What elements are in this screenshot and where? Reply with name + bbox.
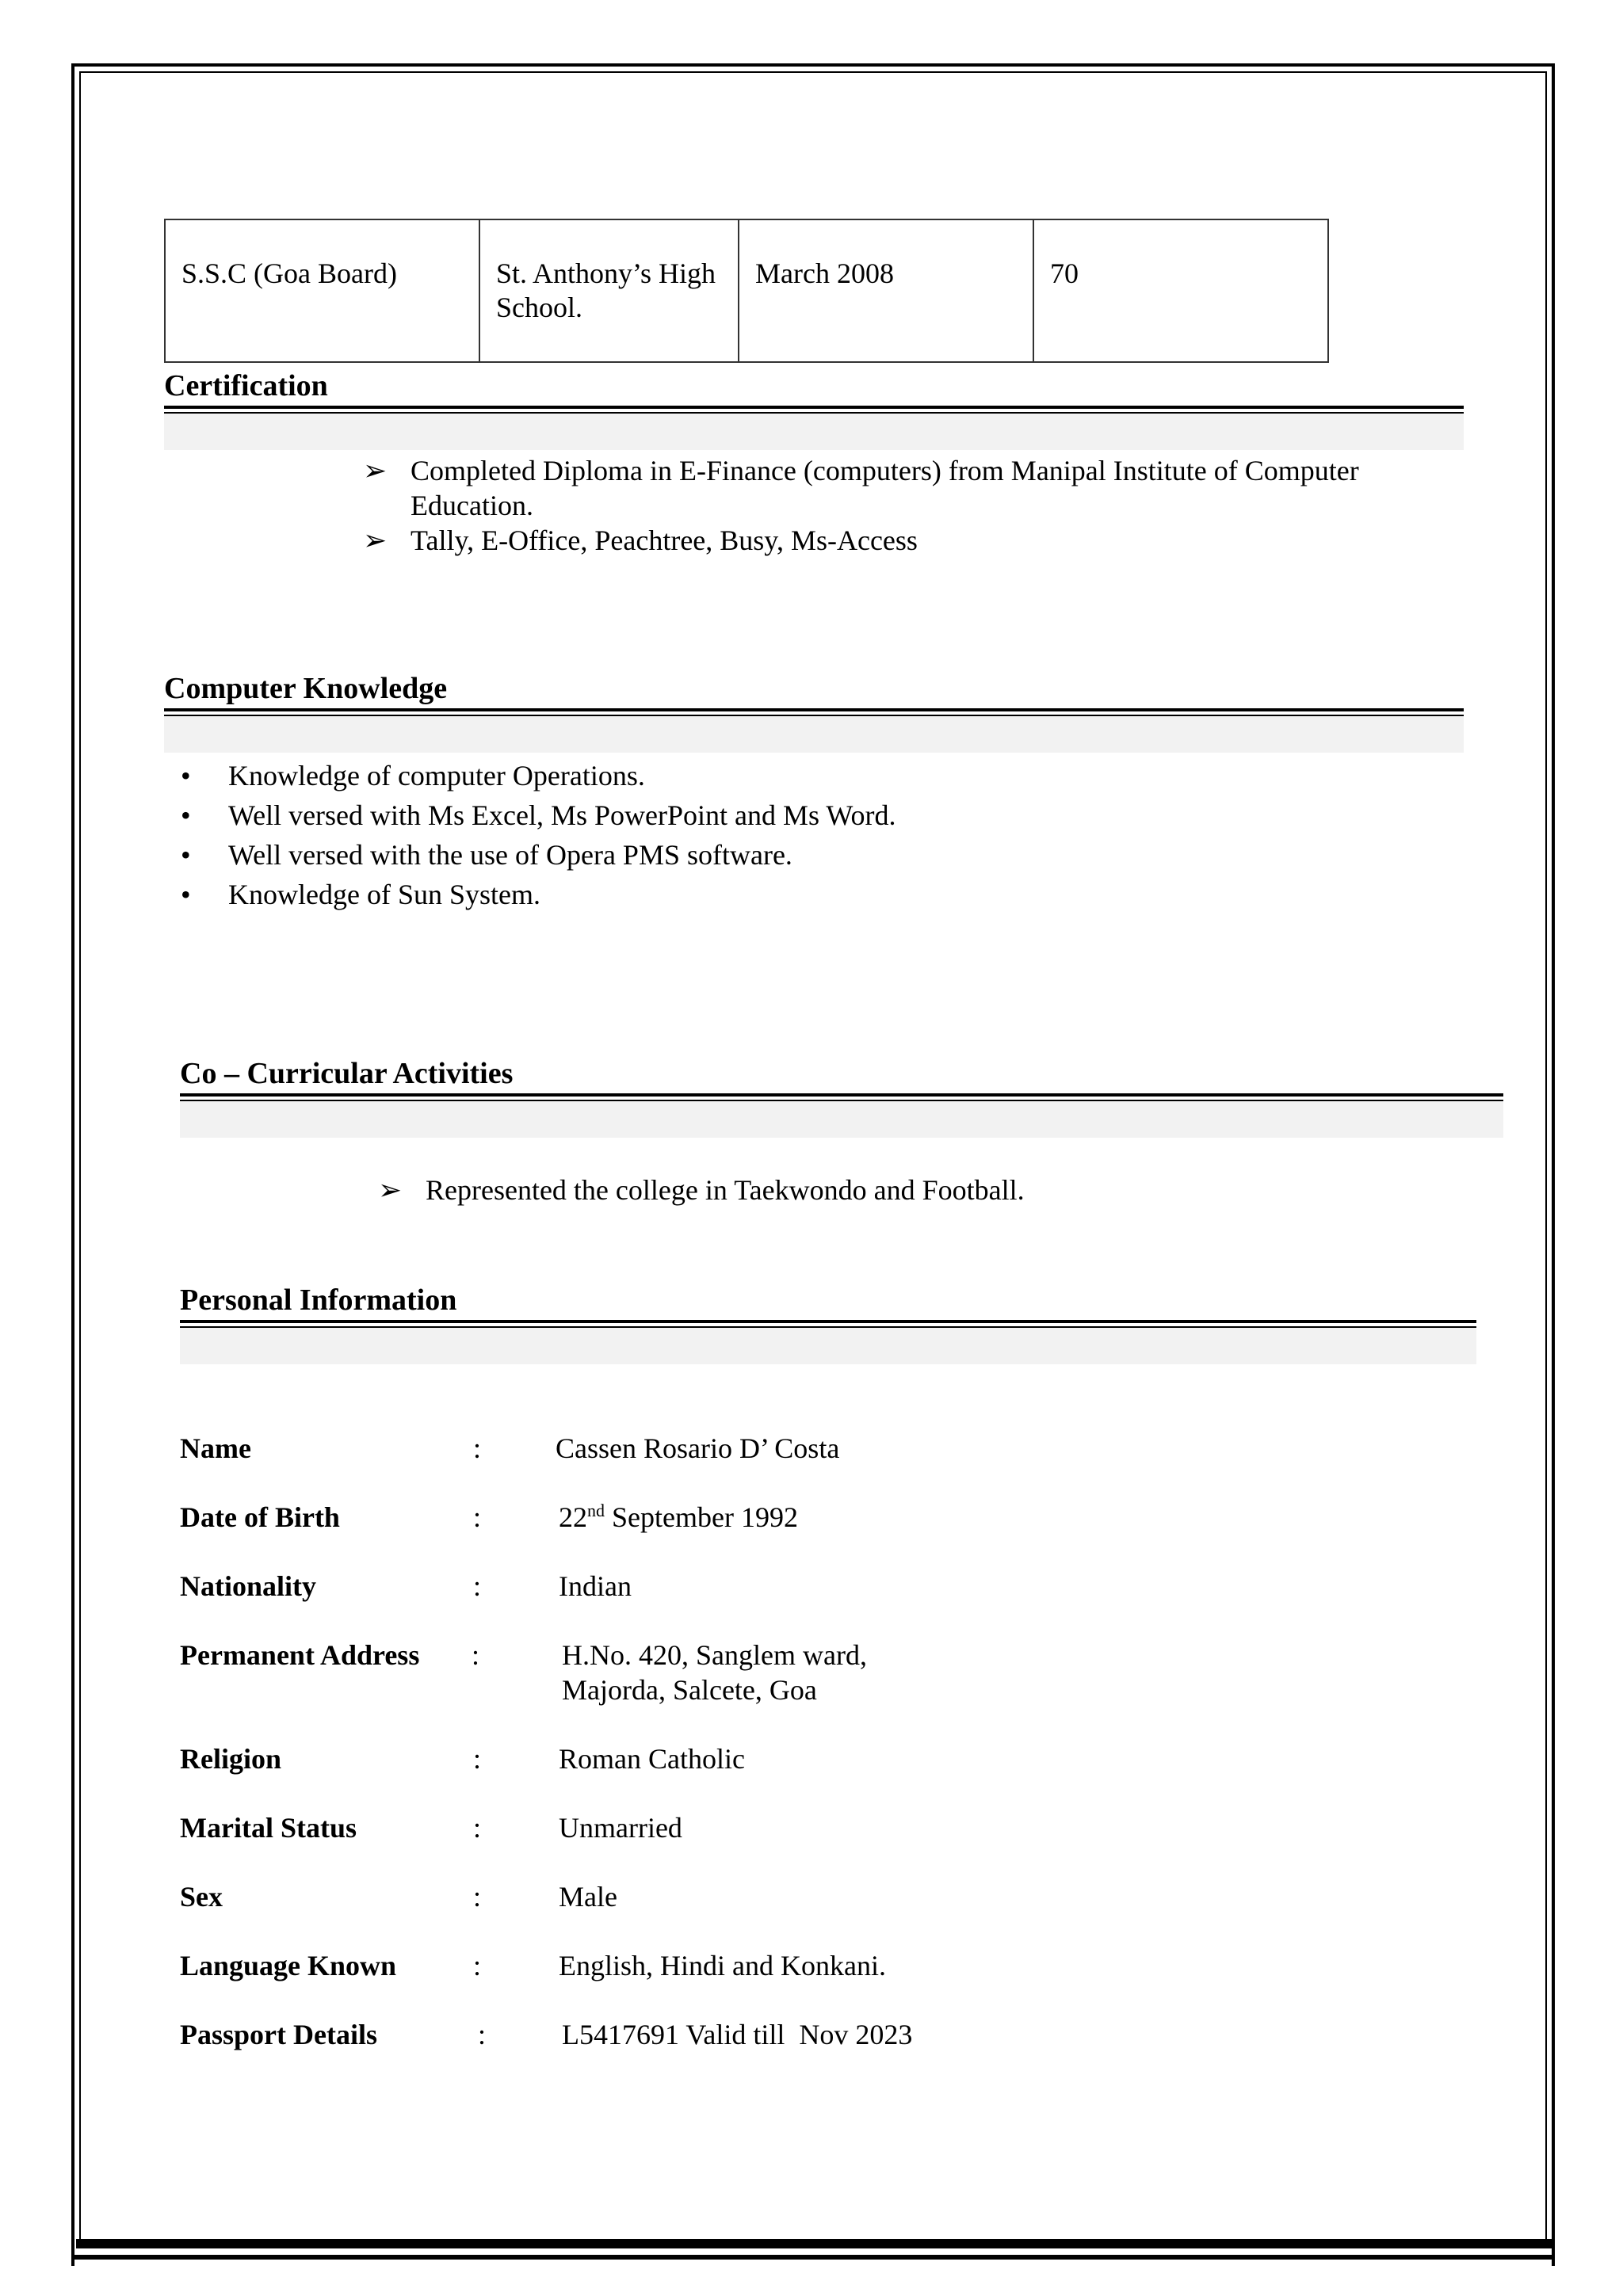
info-value: H.No. 420, Sanglem ward, Majorda, Salcete, Goa (562, 1639, 867, 1706)
info-value: L5417691 Valid till Nov 2023 (562, 2019, 913, 2050)
table-row (165, 219, 1328, 362)
info-value: Roman Catholic (559, 1743, 745, 1775)
section-heading-computer-knowledge: Computer Knowledge (164, 672, 448, 705)
bullet-dot-icon: • (181, 799, 191, 831)
list-item: ➢ Represented the college in Taekwondo and Football. (378, 1174, 1025, 1206)
info-label: Marital Status (180, 1812, 357, 1844)
bullet-dot-icon: • (181, 839, 191, 871)
info-colon: : (473, 1570, 482, 1602)
page-border-bottom-thick (76, 2239, 1552, 2248)
certification-list (363, 453, 1441, 558)
bullet-dot-icon: • (181, 879, 191, 910)
info-value: 22nd September 1992 (559, 1501, 798, 1533)
info-value: Unmarried (559, 1812, 682, 1844)
list-item: • Knowledge of Sun System. (166, 875, 1355, 914)
co-curricular-section (180, 1058, 1503, 1138)
page-border-bottom-thin (71, 2255, 1555, 2260)
heading-rule (164, 406, 1464, 414)
info-label: Language Known (180, 1950, 397, 1981)
list-item: • Well versed with the use of Opera PMS software. (166, 835, 1355, 875)
info-label: Nationality (180, 1570, 317, 1602)
info-value: Cassen Rosario D’ Costa (556, 1432, 840, 1464)
arrow-bullet-icon: ➢ (378, 1174, 403, 1206)
info-colon: : (473, 1432, 482, 1464)
heading-rule (180, 1320, 1476, 1328)
table-cell-institution: St. Anthony’s High School. (479, 219, 739, 362)
info-label: Passport Details (180, 2019, 377, 2050)
info-colon: : (473, 1501, 482, 1533)
heading-rule (180, 1093, 1503, 1101)
info-value: Male (559, 1881, 617, 1913)
heading-shade (164, 716, 1464, 753)
list-item: ➢ Tally, E-Office, Peachtree, Busy, Ms-Access (363, 524, 918, 556)
info-value: English, Hindi and Konkani. (559, 1950, 886, 1981)
info-label: Name (180, 1432, 251, 1464)
info-label: Religion (180, 1743, 282, 1775)
bullet-dot-icon: • (181, 760, 191, 791)
info-colon: : (473, 1881, 482, 1913)
co-curricular-list (378, 1173, 1456, 1207)
list-item: ➢ Completed Diploma in E-Finance (computers) from Manipal Institute of Computer Education. (363, 455, 1359, 521)
info-label: Permanent Address (180, 1639, 420, 1671)
table-cell-year: March 2008 (739, 219, 1033, 362)
heading-rule (164, 708, 1464, 716)
info-colon: : (478, 2019, 487, 2050)
list-item: • Well versed with Ms Excel, Ms PowerPoint and Ms Word. (166, 795, 1355, 835)
info-colon: : (473, 1743, 482, 1775)
info-colon: : (473, 1812, 482, 1844)
info-label: Date of Birth (180, 1501, 340, 1533)
info-value: Indian (559, 1570, 632, 1602)
list-item: • Knowledge of computer Operations. (166, 756, 1355, 795)
arrow-bullet-icon: ➢ (363, 455, 388, 486)
section-heading-co-curricular: Co – Curricular Activities (180, 1057, 514, 1090)
table-cell-score: 70 (1033, 219, 1328, 362)
computer-knowledge-section (164, 673, 1464, 753)
info-colon: : (472, 1639, 480, 1671)
info-colon: : (473, 1950, 482, 1981)
arrow-bullet-icon: ➢ (363, 524, 388, 556)
table-cell-qualification: S.S.C (Goa Board) (165, 219, 479, 362)
education-table (164, 219, 1329, 363)
info-label: Sex (180, 1881, 223, 1913)
section-heading-certification: Certification (164, 369, 328, 402)
certification-section (164, 371, 1464, 450)
heading-shade (164, 414, 1464, 450)
section-heading-personal-information: Personal Information (180, 1283, 457, 1317)
personal-information-section (180, 1285, 1476, 1364)
heading-shade (180, 1101, 1503, 1138)
heading-shade (180, 1328, 1476, 1364)
computer-knowledge-list (166, 756, 1355, 914)
